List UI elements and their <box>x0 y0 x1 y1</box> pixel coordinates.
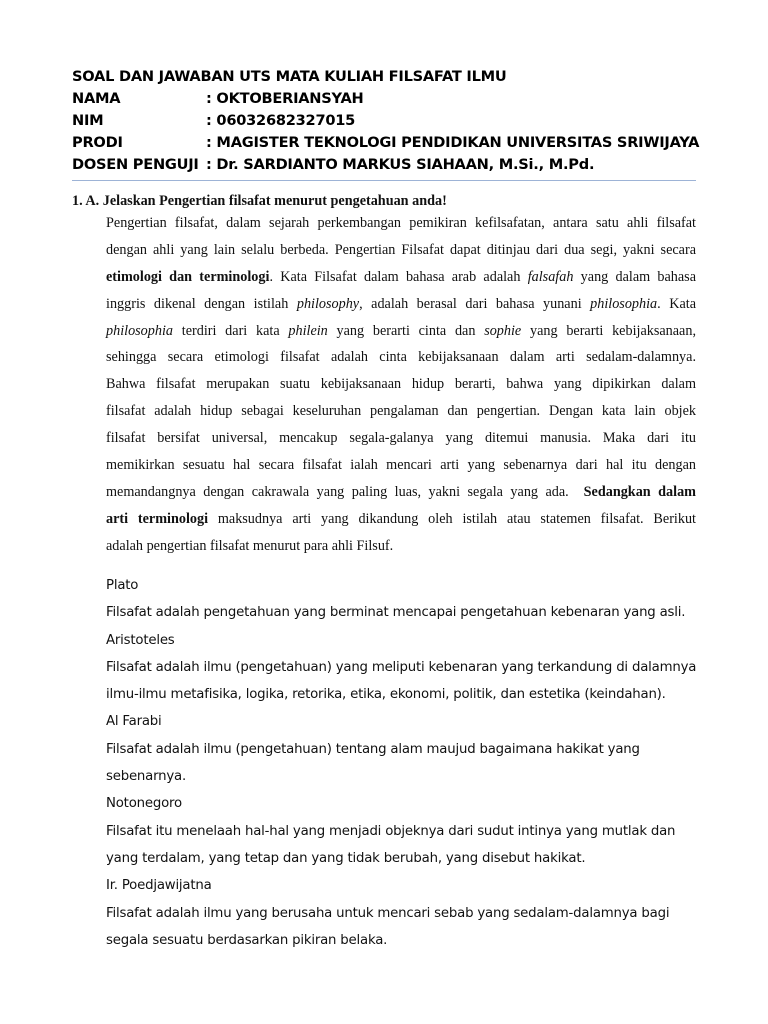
header-value: : Dr. SARDIANTO MARKUS SIAHAAN, M.Si., M.Pd. <box>206 156 595 173</box>
header-value: : MAGISTER TEKNOLOGI PENDIDIKAN UNIVERSITAS SRIWIJAYA <box>206 134 700 151</box>
question-heading: 1. A. Jelaskan Pengertian filsafat menurut pengetahuan anda! <box>72 193 447 209</box>
text-run: terdiri dari kata <box>173 322 289 339</box>
text-run: , adalah berasal dari bahasa yunani <box>359 295 591 312</box>
header-row-nim <box>72 110 696 132</box>
definition-line: ilmu-ilmu metafisika, logika, retorika, etika, ekonomi, politik, dan estetika (keindahan). <box>106 687 666 703</box>
header-value: : 06032682327015 <box>206 112 356 129</box>
paragraph-line <box>106 210 696 237</box>
italic-term: philosophia <box>590 295 658 312</box>
header-row-prodi <box>72 132 700 154</box>
bold-term: etimologi dan terminologi <box>106 268 270 285</box>
header-label: DOSEN PENGUJI <box>72 156 199 173</box>
header-label: NIM <box>72 112 104 129</box>
definition-line: yang terdalam, yang tetap dan yang tidak berubah, yang disebut hakikat. <box>106 850 586 866</box>
line-text <box>106 264 696 291</box>
philosopher-name: Notonegoro <box>106 796 182 812</box>
definition-line: sebenarnya. <box>106 769 187 785</box>
paragraph-line <box>106 452 696 479</box>
text-run: yang berarti cinta dan <box>327 322 485 339</box>
text-run: memandangnya dengan cakrawala yang paling luas, yakni segala yang ada. <box>106 483 584 500</box>
paragraph-line <box>106 344 696 371</box>
paragraph-line <box>106 371 696 398</box>
italic-term: sophie <box>484 322 522 339</box>
header-label: PRODI <box>72 134 123 151</box>
italic-term: falsafah <box>527 268 574 285</box>
bold-term: Sedangkan dalam <box>583 483 696 500</box>
definition-line: segala sesuatu berdasarkan pikiran belaka. <box>106 932 388 948</box>
paragraph-line <box>106 237 696 264</box>
line-text: adalah pengertian filsafat menurut para ahli Filsuf. <box>106 537 394 554</box>
document-header <box>72 66 700 176</box>
text-run: . Kata <box>657 295 696 312</box>
header-row-dosen <box>72 154 696 176</box>
header-label: NAMA <box>72 90 121 107</box>
document-title: SOAL DAN JAWABAN UTS MATA KULIAH FILSAFAT ILMU <box>72 68 507 85</box>
italic-term: philosophia <box>106 322 174 339</box>
paragraph-line <box>106 506 696 533</box>
paragraph-line <box>106 318 696 345</box>
text-run: inggris dikenal dengan istilah <box>106 295 297 312</box>
text-run: . Kata Filsafat dalam bahasa arab adalah <box>269 268 528 285</box>
line-text: memikirkan sesuatu hal secara filsafat ialah mencari arti yang sebenarnya dari hal itu dengan <box>106 457 696 474</box>
header-row-nama <box>72 88 696 110</box>
line-text: sehingga secara etimologi filsafat adalah cinta kebijaksanaan dalam arti sedalam-dalamnya. <box>106 349 696 366</box>
philosopher-name: Al Farabi <box>106 714 162 730</box>
line-text <box>106 479 696 506</box>
philosopher-name: Aristoteles <box>106 632 175 648</box>
header-value: : OKTOBERIANSYAH <box>206 90 364 107</box>
italic-term: philein <box>288 322 328 339</box>
paragraph-line <box>106 533 696 560</box>
paragraph-line <box>106 425 696 452</box>
definitions-list <box>106 572 706 954</box>
line-text <box>106 291 696 318</box>
philosopher-name: Plato <box>106 578 139 593</box>
paragraph-line <box>106 479 696 506</box>
italic-term: philosophy <box>296 295 360 312</box>
line-text: filsafat adalah hidup sebagai keseluruhan pengalaman dan pengertian. Dengan kata lain objek <box>106 403 696 420</box>
text-run: yang berarti kebijaksanaan, <box>521 322 696 339</box>
paragraph-line <box>106 291 696 318</box>
line-text <box>106 318 696 345</box>
philosopher-name: Ir. Poedjawijatna <box>106 878 212 894</box>
definition-line: Filsafat adalah ilmu (pengetahuan) yang meliputi kebenaran yang terkandung di dalamnya <box>106 659 697 675</box>
definition-line: Filsafat adalah pengetahuan yang berminat mencapai pengetahuan kebenaran yang asli. <box>106 605 686 621</box>
paragraph-line <box>106 398 696 425</box>
header-divider <box>72 180 696 181</box>
text-run: maksudnya arti yang dikandung oleh istilah atau statemen filsafat. Berikut <box>208 510 696 527</box>
definition-line: Filsafat itu menelaah hal-hal yang menjadi objeknya dari sudut intinya yang mutlak dan <box>106 823 676 839</box>
paragraph-line <box>106 264 696 291</box>
line-text: dengan ahli yang lain selalu berbeda. Pengertian Filsafat dapat ditinjau dari dua segi, yakni secara <box>106 241 696 258</box>
line-text: Bahwa filsafat merupakan suatu kebijaksanaan hidup berarti, bahwa yang dipikirkan dalam <box>106 376 696 393</box>
line-text: Pengertian filsafat, dalam sejarah perkembangan pemikiran kefilsafatan, antara satu ahli filsafat <box>106 215 696 231</box>
text-run: yang dalam bahasa <box>573 268 696 285</box>
definition-line: Filsafat adalah ilmu (pengetahuan) tentang alam maujud bagaimana hakikat yang <box>106 741 640 757</box>
line-text: filsafat bersifat universal, mencakup segala-galanya yang ditemui manusia. Maka dari itu <box>106 430 696 447</box>
line-text <box>106 506 696 533</box>
definition-line: Filsafat adalah ilmu yang berusaha untuk mencari sebab yang sedalam-dalamnya bagi <box>106 905 670 921</box>
answer-paragraph <box>106 210 696 560</box>
bold-term: arti terminologi <box>106 510 209 527</box>
